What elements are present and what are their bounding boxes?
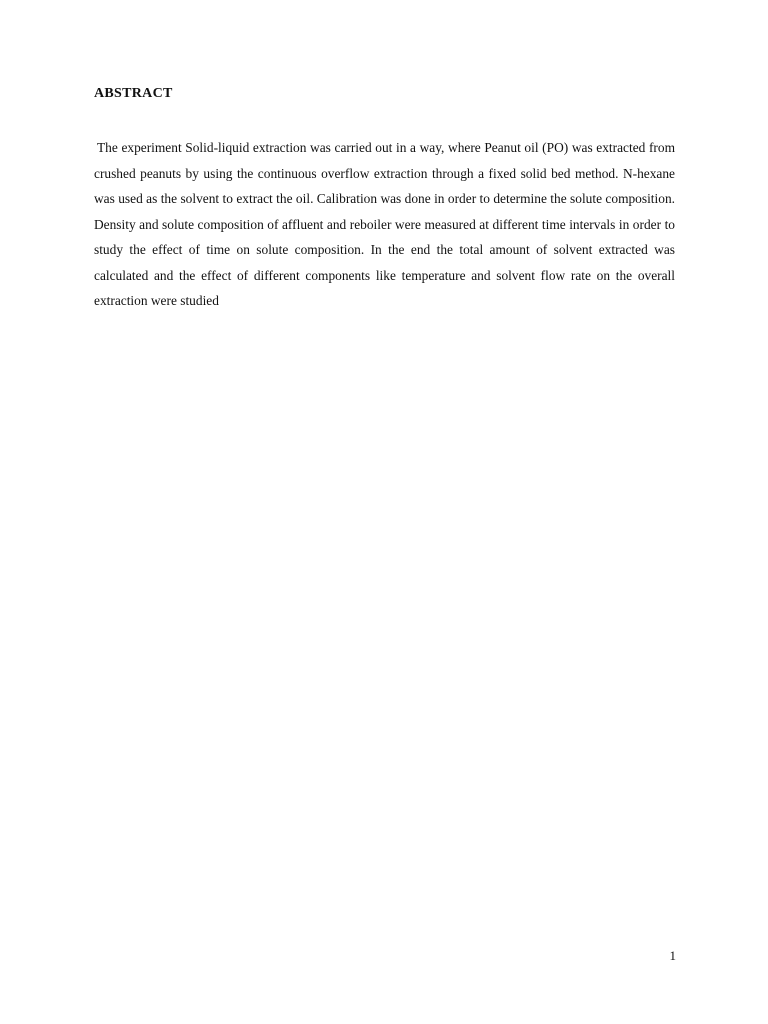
page-number: 1 (669, 948, 676, 963)
abstract-heading: ABSTRACT (94, 86, 173, 101)
abstract-paragraph: The experiment Solid-liquid extraction was carried out in a way, where Peanut oil (PO) was extracted from crushed peanuts by using the continuous overflow extraction through a fixed solid bed method. N-hexane was used as the solvent to extract the oil. Calibration was done in order to determine the solute composition. Density and solute composition of affluent and reboiler were measured at different time intervals in order to study the effect of time on solute composition. In the end the total amount of solvent extracted was calculated and the effect of different components like temperature and solvent flow rate on the overall extraction were studied (94, 140, 675, 308)
